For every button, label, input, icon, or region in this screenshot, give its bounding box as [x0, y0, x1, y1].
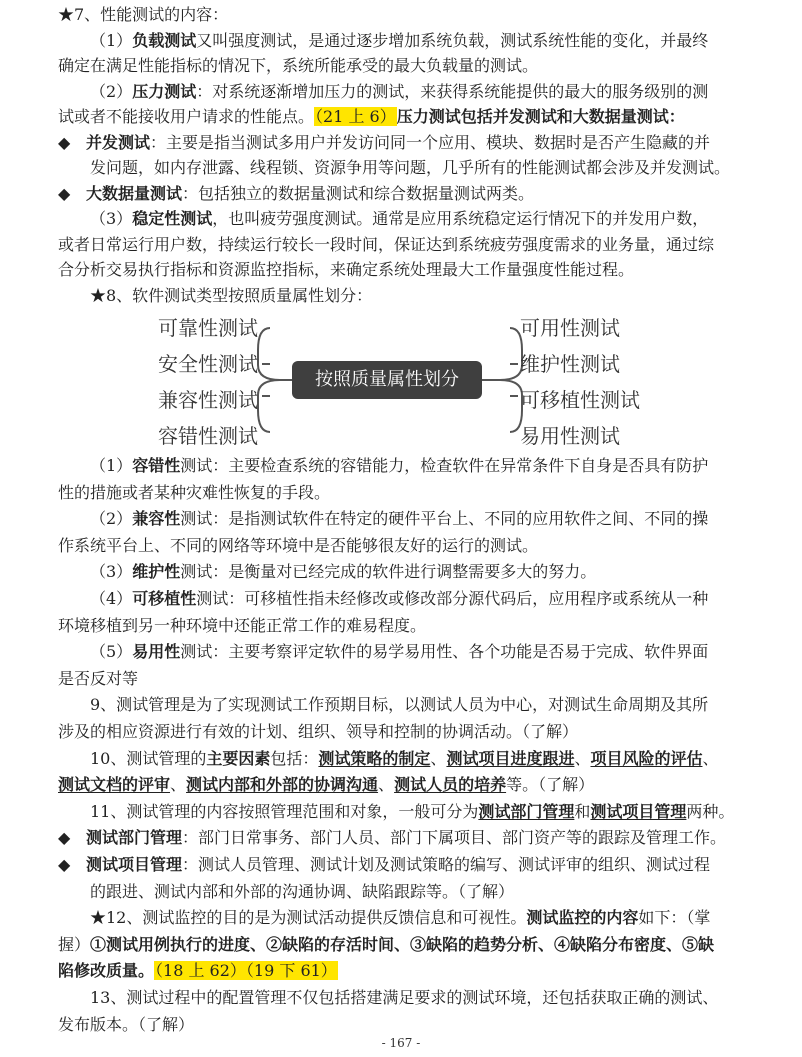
- text-segment: ①测试用例执行的进度、②缺陷的存活时间、③缺陷的趋势分析、④缺陷分布密度、⑤缺: [90, 934, 715, 954]
- text-segment: 陷修改质量。: [58, 961, 155, 981]
- text-line: [58, 30, 780, 52]
- text-line: [58, 934, 748, 956]
- text-line: [58, 285, 780, 307]
- text-line: [58, 1014, 748, 1036]
- text-segment: 如下：（掌: [638, 908, 711, 928]
- text-segment: 13、测试过程中的配置管理不仅包括搭建满足要求的测试环境，还包括获取正确的测试、: [90, 988, 719, 1007]
- diagram-right-item: 可用性测试: [520, 316, 620, 340]
- text-segment: 测试文档的评审: [58, 775, 171, 795]
- text-segment: 测试人员的培养: [394, 775, 507, 795]
- text-line: [58, 55, 748, 77]
- text-segment: 握）: [58, 934, 91, 954]
- text-line: [58, 694, 780, 716]
- text-segment: 大数据量测试: [86, 183, 183, 203]
- bullet-icon: ◆: [58, 855, 71, 874]
- text-line: [58, 132, 748, 154]
- text-segment: 或者日常运行用户数，持续运行较长一段时间，保证达到系统疲劳强度需求的业务量，通过综: [58, 234, 715, 254]
- text-line: [58, 234, 748, 256]
- text-line: [58, 561, 780, 583]
- text-line: [58, 588, 780, 610]
- bullet-icon: ◆: [58, 828, 71, 848]
- text-segment: 作系统平台上、不同的网络等环境中是否能够很友好的运行的测试。: [58, 535, 539, 555]
- text-segment: 10、测试管理的: [90, 748, 207, 768]
- text-segment: 测试：主要检查系统的容错能力，检查软件在异常条件下自身是否具有防护: [180, 456, 709, 475]
- text-segment: 等。（了解）: [506, 775, 595, 795]
- diagram-left-item: 容错性测试: [158, 424, 258, 448]
- text-segment: ★7、性能测试的内容：: [58, 5, 229, 24]
- text-segment: （2）: [90, 509, 133, 529]
- text-line: [58, 721, 748, 743]
- bullet-icon: ◆: [58, 183, 71, 203]
- text-segment: 、: [702, 748, 719, 768]
- text-segment: 易用性: [132, 642, 181, 662]
- text-line: [58, 907, 780, 929]
- text-line: [58, 748, 780, 770]
- text-segment: 、: [430, 748, 447, 768]
- text-segment: ：对系统逐渐增加压力的测试，来获得系统能提供的最大的服务级别的测: [196, 81, 709, 101]
- text-segment: （21 上 6）: [315, 107, 396, 126]
- text-line: [58, 81, 780, 103]
- text-segment: 和: [574, 801, 591, 821]
- text-line: [58, 535, 748, 557]
- text-line: [58, 801, 780, 823]
- text-segment: 测试项目进度跟进: [446, 748, 575, 768]
- text-segment: ：包括独立的数据量测试和综合数据量测试两类。: [182, 183, 535, 203]
- text-line: [58, 987, 780, 1009]
- text-segment: 是否反对等: [58, 668, 139, 688]
- text-line: [58, 106, 748, 128]
- diagram-left-item: 可靠性测试: [158, 316, 258, 340]
- text-line: [58, 183, 748, 205]
- text-segment: 测试策略的制定: [318, 748, 431, 768]
- text-segment: 压力测试包括并发测试和大数据量测试：: [396, 107, 685, 126]
- text-segment: 发布版本。（了解）: [58, 1014, 195, 1034]
- text-segment: 测试部门管理: [478, 801, 575, 821]
- text-segment: 又叫强度测试，是通过逐步增加系统负载，测试系统性能的变化，并最终: [196, 30, 709, 50]
- text-line: [58, 827, 748, 849]
- text-segment: 测试：是指测试软件在特定的硬件平台上、不同的应用软件之间、不同的操: [180, 509, 709, 529]
- text-line: [58, 668, 748, 690]
- text-segment: 涉及的相应资源进行有效的计划、组织、领导和控制的协调活动。（了解）: [58, 722, 579, 741]
- text-line: [58, 508, 780, 530]
- text-line: [58, 259, 748, 281]
- text-segment: 包括：: [270, 748, 319, 768]
- text-segment: （3）: [90, 209, 133, 228]
- text-line: [58, 774, 748, 796]
- text-line: [58, 881, 780, 903]
- text-segment: ：部门日常事务、部门人员、部门下属项目、部门资产等的跟踪及管理工作。: [182, 828, 727, 848]
- text-line: [58, 4, 748, 26]
- diagram-right-item: 可移植性测试: [520, 388, 640, 412]
- text-segment: ：主要是指当测试多用户并发访问同一个应用、模块、数据时是否产生隐藏的并: [150, 132, 711, 152]
- text-segment: 测试项目管理: [86, 855, 183, 874]
- text-segment: 并发测试: [86, 132, 151, 152]
- text-line: [58, 854, 748, 876]
- diagram-right-item: 易用性测试: [520, 424, 620, 448]
- text-segment: 的跟进、测试内部和外部的沟通协调、缺陷跟踪等。（了解）: [90, 881, 515, 901]
- text-line: [58, 615, 748, 637]
- text-segment: 项目风险的评估: [590, 748, 703, 768]
- text-segment: 稳定性测试: [132, 209, 213, 228]
- text-segment: 、: [378, 775, 395, 795]
- text-segment: 试或者不能接收用户请求的性能点。: [58, 107, 315, 126]
- diagram-left-list: [148, 310, 258, 454]
- bullet-icon: ◆: [58, 132, 71, 152]
- text-segment: 测试部门管理: [86, 828, 183, 848]
- text-segment: （4）: [90, 589, 133, 608]
- text-line: [58, 157, 780, 179]
- text-segment: 压力测试: [132, 81, 197, 101]
- text-segment: （3）: [90, 562, 133, 582]
- text-segment: （1）: [90, 30, 133, 50]
- text-segment: 性的措施或者某种灾难性恢复的手段。: [58, 482, 331, 502]
- text-line: [58, 960, 748, 982]
- text-segment: ★8、软件测试类型按照质量属性划分：: [90, 285, 373, 305]
- text-segment: 9、测试管理是为了实现测试工作预期目标，以测试人员为中心，对测试生命周期及其所: [90, 695, 709, 715]
- text-segment: 测试内部和外部的协调沟通: [186, 775, 379, 795]
- text-segment: 环境移植到另一种环境中还能正常工作的难易程度。: [58, 615, 427, 635]
- text-line: [58, 482, 748, 504]
- text-line: [58, 455, 780, 477]
- text-segment: （5）: [90, 642, 133, 662]
- text-segment: （18 上 62）（19 下 61）: [155, 961, 337, 981]
- diagram-right-item: 维护性测试: [520, 352, 620, 376]
- text-segment: 合分析交易执行指标和资源监控指标，来确定系统处理最大工作量强度性能过程。: [58, 260, 635, 279]
- text-segment: 测试监控的内容: [526, 908, 639, 928]
- text-segment: ：测试人员管理、测试计划及测试策略的编写、测试评审的组织、测试过程: [182, 855, 711, 874]
- diagram-left-item: 兼容性测试: [158, 388, 258, 412]
- text-segment: 兼容性: [132, 509, 181, 529]
- page-number: - 167 -: [381, 1036, 421, 1050]
- diagram-center-node: 按照质量属性划分: [292, 361, 482, 399]
- diagram-right-list: [520, 310, 670, 454]
- text-segment: 容错性: [132, 456, 181, 475]
- text-segment: （1）: [90, 456, 133, 475]
- text-line: [58, 641, 780, 663]
- text-line: [58, 208, 780, 230]
- text-segment: 11、测试管理的内容按照管理范围和对象，一般可分为: [90, 801, 479, 821]
- quality-attribute-diagram: [140, 310, 670, 450]
- diagram-left-item: 安全性测试: [158, 352, 258, 376]
- text-segment: 测试：可移植性指未经修改或修改部分源代码后，应用程序或系统从一种: [196, 589, 709, 608]
- text-segment: 测试：主要考察评定软件的易学易用性、各个功能是否易于完成、软件界面: [180, 642, 709, 662]
- text-segment: 负载测试: [132, 30, 197, 50]
- text-segment: 测试：是衡量对已经完成的软件进行调整需要多大的努力。: [180, 562, 597, 582]
- text-segment: 维护性: [132, 562, 181, 582]
- text-segment: 两种。: [686, 801, 735, 821]
- text-segment: ★12、测试监控的目的是为测试活动提供反馈信息和可视性。: [90, 908, 527, 928]
- text-segment: ，也叫疲劳强度测试。通常是应用系统稳定运行情况下的并发用户数，: [212, 209, 709, 228]
- text-segment: 、: [574, 748, 591, 768]
- text-segment: 确定在满足性能指标的情况下，系统所能承受的最大负载量的测试。: [58, 56, 539, 75]
- text-segment: 测试项目管理: [590, 801, 687, 821]
- text-segment: 、: [170, 775, 187, 795]
- text-segment: 可移植性: [132, 589, 197, 608]
- text-segment: 发问题，如内存泄露、线程锁、资源争用等问题，几乎所有的性能测试都会涉及并发测试。: [90, 158, 731, 177]
- text-segment: （2）: [90, 81, 133, 101]
- text-segment: 主要因素: [206, 748, 271, 768]
